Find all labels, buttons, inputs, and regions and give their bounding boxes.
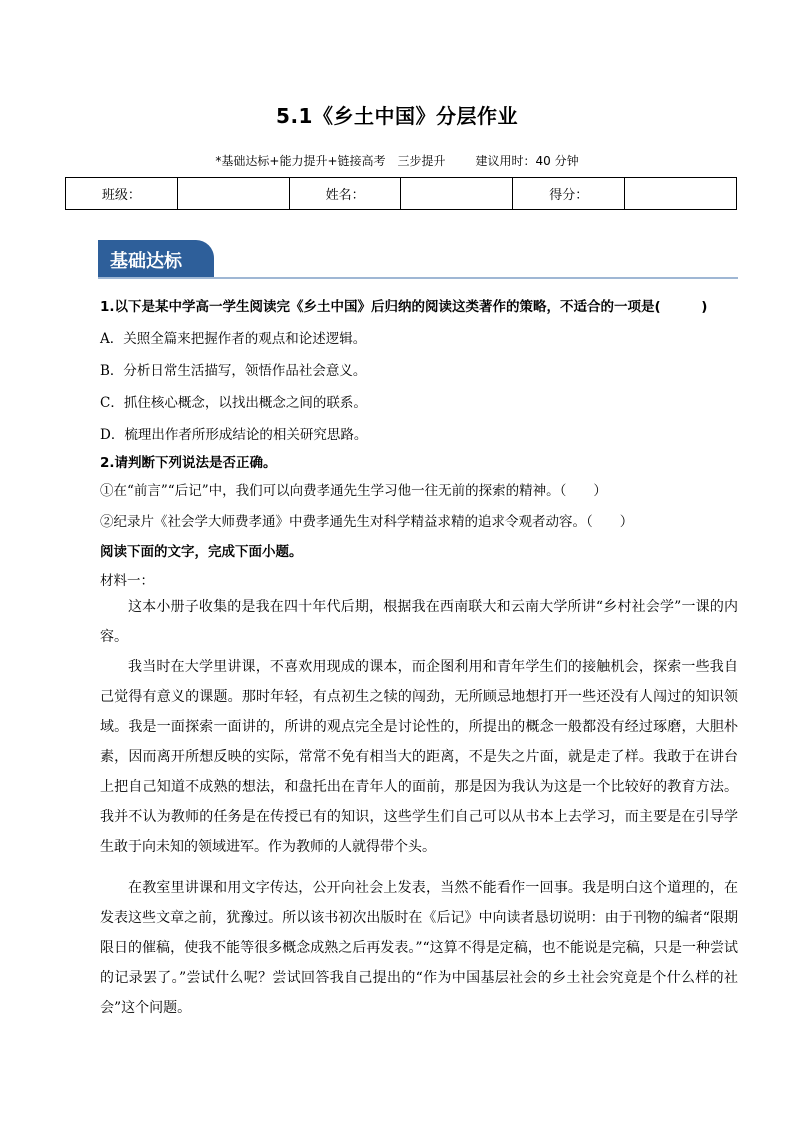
reading-paragraph-1: 这本小册子收集的是我在四十年代后期，根据我在西南联大和云南大学所讲“乡村社会学”一课的内容。	[100, 599, 738, 645]
question-1-option-d: D．梳理出作者所形成结论的相关研究思路。	[100, 427, 368, 443]
reading-instruction: 阅读下面的文字，完成下面小题。	[100, 544, 303, 560]
reading-paragraph-3: 在教室里讲课和用文字传达，公开向社会上发表，当然不能看作一回事。我是明白这个道理的，在发表这些文章之前，犹豫过。所以该书初次出版时在《后记》中向读者恳切说明：由于刊物的编者“限期限日的催稿，使我不能等很多概念成熟之后再发表。”“这算不得是定稿，也不能说是完稿，只是一种尝试的记录罢了。”尝试什么呢？尝试回答我自己提出的“作为中国基层社会的乡土社会究竟是个什么样的社会”这个问题。	[100, 880, 738, 1016]
class-label: 班级：	[66, 178, 178, 210]
score-field[interactable]	[625, 178, 737, 210]
name-label: 姓名：	[289, 178, 401, 210]
name-field[interactable]	[401, 178, 513, 210]
score-label: 得分：	[513, 178, 625, 210]
question-2-stem: 2.请判断下列说法是否正确。	[100, 455, 277, 471]
question-1-option-b: B．分析日常生活描写，领悟作品社会意义。	[100, 363, 367, 379]
subtitle-steps: *基础达标+能力提升+链接高考 三步提升	[215, 154, 446, 168]
reading-paragraph-2: 我当时在大学里讲课，不喜欢用现成的课本，而企图利用和青年学生们的接触机会，探索一些我自己觉得有意义的课题。那时年轻，有点初生之犊的闯劲，无所顾忌地想打开一些还没有人闯过的知识领域。我是一面探索一面讲的，所讲的观点完全是讨论性的，所提出的概念一般都没有经过琢磨，大胆朴素，因而离开所想反映的实际，常常不免有相当大的距离，不是失之片面，就是走了样。我敢于在讲台上把自己知道不成熟的想法，和盘托出在青年人的面前，那是因为我认为这是一个比较好的教育方法。我并不认为教师的任务是在传授已有的知识，这些学生们自己可以从书本上去学习，而主要是在引导学生敢于向未知的领域进军。作为教师的人就得带个头。	[100, 659, 738, 855]
document-title: 5.1《乡土中国》分层作业	[276, 104, 518, 128]
question-2-item-2: ②纪录片《社会学大师费孝通》中费孝通先生对科学精益求精的追求令观者动容。（ ）	[100, 514, 634, 530]
question-2-item-1: ①在“前言”“后记”中，我们可以向费孝通先生学习他一往无前的探索的精神。（ ）	[100, 483, 607, 499]
class-field[interactable]	[177, 178, 289, 210]
section-label: 基础达标	[110, 251, 182, 272]
section-banner	[98, 240, 214, 278]
document-subtitle	[0, 152, 794, 169]
question-1-option-a: A．关照全篇来把握作者的观点和论述逻辑。	[100, 331, 367, 347]
student-info-table	[65, 177, 737, 210]
subtitle-time: 建议用时：40 分钟	[475, 154, 579, 168]
section-divider	[98, 277, 738, 279]
question-1-option-c: C．抓住核心概念，以找出概念之间的联系。	[100, 395, 367, 411]
material-label: 材料一：	[100, 573, 154, 589]
student-info-row	[66, 178, 737, 210]
question-1-stem: 1.以下是某中学高一学生阅读完《乡土中国》后归纳的阅读这类著作的策略，不适合的一项是( )	[100, 299, 708, 315]
